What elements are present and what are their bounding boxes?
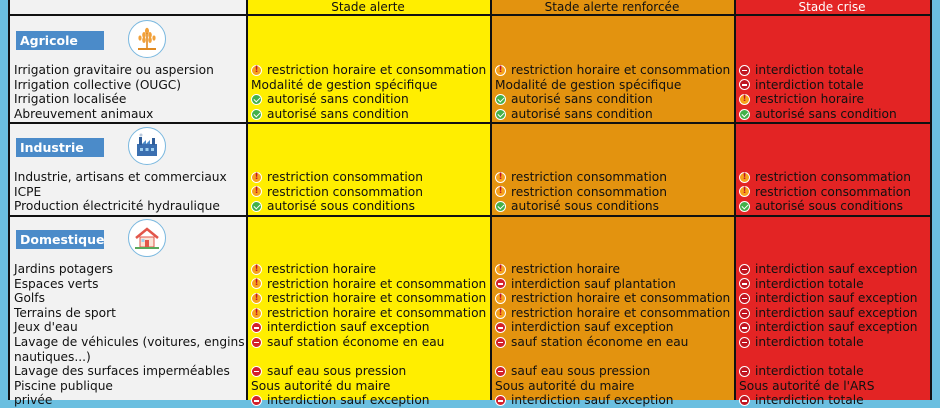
status-text: Sous autorité du maire <box>251 378 391 393</box>
check-icon <box>495 201 506 212</box>
forbidden-icon <box>251 322 262 333</box>
status-cell <box>495 393 674 408</box>
status-text: Sous autorité de l'ARS <box>739 378 875 393</box>
status-text: interdiction sauf plantation <box>511 276 676 291</box>
status-text: interdiction sauf exception <box>267 320 430 335</box>
section-tag-agricole: Agricole <box>16 31 104 50</box>
warning-icon <box>251 293 262 304</box>
status-text: interdiction totale <box>755 77 864 92</box>
status-cell <box>495 63 730 78</box>
section-tag-domestique: Domestique <box>16 230 104 249</box>
status-text: interdiction sauf exception <box>755 262 918 276</box>
forbidden-icon <box>739 65 750 76</box>
status-cell <box>739 393 864 408</box>
check-icon <box>739 201 750 212</box>
usage-label: privée <box>14 393 53 408</box>
status-text: sauf station économe en eau <box>267 335 445 349</box>
forbidden-icon <box>739 264 750 275</box>
status-cell <box>739 364 864 379</box>
status-text: restriction horaire et consommation <box>267 291 487 306</box>
status-cell <box>251 199 415 214</box>
warning-icon <box>495 308 506 319</box>
status-cell <box>495 185 667 200</box>
status-text: interdiction sauf exception <box>267 393 430 408</box>
warning-icon <box>495 264 506 275</box>
warning-icon <box>251 172 262 183</box>
status-text: sauf eau sous pression <box>267 364 407 379</box>
status-text: interdiction totale <box>755 63 864 77</box>
status-cell <box>739 185 911 200</box>
status-cell <box>495 170 667 185</box>
warning-icon <box>251 278 262 289</box>
usage-label: Jardins potagers <box>14 262 113 276</box>
header-stade-crise: Stade crise <box>798 0 866 14</box>
usage-label: Production électricité hydraulique <box>14 199 220 214</box>
check-icon <box>251 94 262 105</box>
status-text: interdiction totale <box>755 335 864 349</box>
status-text: autorisé sans condition <box>755 106 897 121</box>
status-text: sauf station économe en eau <box>511 335 689 349</box>
usage-label: Terrains de sport <box>14 305 116 320</box>
status-text: restriction horaire et consommation <box>511 63 731 77</box>
forbidden-icon <box>495 395 506 406</box>
warning-icon <box>739 172 750 183</box>
house-icon <box>128 219 166 257</box>
forbidden-icon <box>251 337 262 348</box>
status-text: restriction consommation <box>511 170 667 184</box>
status-text: restriction horaire <box>755 92 864 107</box>
status-text: autorisé sous conditions <box>511 199 659 214</box>
status-cell <box>495 335 688 350</box>
status-text: autorisé sous conditions <box>267 199 415 214</box>
warning-icon <box>739 94 750 105</box>
warning-icon <box>495 65 506 76</box>
status-cell <box>495 107 653 122</box>
section-tag-industrie: Industrie <box>16 138 104 157</box>
status-cell <box>739 379 875 394</box>
status-text: restriction horaire et consommation <box>267 305 487 320</box>
status-cell <box>739 170 911 185</box>
forbidden-icon <box>495 366 506 377</box>
wheat-icon <box>128 20 166 58</box>
status-text: restriction horaire <box>511 262 620 276</box>
forbidden-icon <box>495 322 506 333</box>
usage-label: Lavage de véhicules (voitures, engins <box>14 335 245 349</box>
usage-label: Irrigation localisée <box>14 92 127 107</box>
status-cell <box>495 291 730 306</box>
status-cell <box>251 277 486 292</box>
forbidden-icon <box>739 293 750 304</box>
status-cell <box>495 199 659 214</box>
status-cell <box>739 199 903 214</box>
usage-label: Abreuvement animaux <box>14 106 154 121</box>
status-text: restriction horaire et consommation <box>267 63 487 77</box>
status-cell <box>739 63 864 78</box>
usage-label: ICPE <box>14 184 42 199</box>
status-cell <box>739 320 918 335</box>
status-text: interdiction sauf exception <box>511 393 674 408</box>
forbidden-icon <box>739 79 750 90</box>
forbidden-icon <box>739 322 750 333</box>
status-text: autorisé sans condition <box>267 92 409 107</box>
status-text: autorisé sous conditions <box>755 199 903 214</box>
warning-icon <box>495 172 506 183</box>
status-text: restriction consommation <box>511 184 667 199</box>
status-cell <box>739 107 897 122</box>
status-cell <box>251 291 486 306</box>
forbidden-icon <box>739 308 750 319</box>
header-stade-alerte: Stade alerte <box>331 0 405 14</box>
status-text: Sous autorité du maire <box>495 378 635 393</box>
status-cell <box>251 335 444 350</box>
status-text: Modalité de gestion spécifique <box>495 77 682 92</box>
status-cell <box>251 185 423 200</box>
check-icon <box>495 94 506 105</box>
warning-icon <box>251 264 262 275</box>
status-cell <box>739 78 864 93</box>
status-text: restriction consommation <box>267 170 423 184</box>
usage-label: Jeux d'eau <box>14 320 78 335</box>
restrictions-table <box>8 0 932 408</box>
status-text: interdiction totale <box>755 276 864 291</box>
header-stade-alerte-renforcee: Stade alerte renforcée <box>544 0 680 14</box>
check-icon <box>739 109 750 120</box>
status-cell <box>739 92 864 107</box>
check-icon <box>495 109 506 120</box>
forbidden-icon <box>739 395 750 406</box>
status-cell <box>495 277 676 292</box>
status-cell <box>495 306 730 321</box>
status-cell <box>739 262 918 277</box>
status-text: restriction consommation <box>267 184 423 199</box>
forbidden-icon <box>739 278 750 289</box>
usage-label: Espaces verts <box>14 276 99 291</box>
status-text: interdiction totale <box>755 393 864 408</box>
status-cell <box>251 320 430 335</box>
status-text: interdiction sauf exception <box>755 320 918 335</box>
status-text: interdiction sauf exception <box>755 291 918 306</box>
factory-icon <box>128 127 166 165</box>
status-cell <box>251 393 430 408</box>
forbidden-icon <box>739 337 750 348</box>
status-cell <box>251 63 486 78</box>
status-cell <box>495 320 674 335</box>
status-cell <box>495 78 681 93</box>
status-text: restriction consommation <box>755 170 911 184</box>
status-text: restriction horaire et consommation <box>511 305 731 320</box>
usage-label: Irrigation collective (OUGC) <box>14 77 182 92</box>
status-text: restriction horaire et consommation <box>267 276 487 291</box>
status-text: interdiction sauf exception <box>511 320 674 335</box>
divider <box>10 122 930 124</box>
forbidden-icon <box>495 337 506 348</box>
status-cell <box>251 364 406 379</box>
usage-label: Irrigation gravitaire ou aspersion <box>14 63 214 77</box>
status-text: Modalité de gestion spécifique <box>251 77 438 92</box>
forbidden-icon <box>495 278 506 289</box>
usage-label: Lavage des surfaces imperméables <box>14 364 230 379</box>
usage-label: Golfs <box>14 291 45 306</box>
divider <box>10 215 930 217</box>
warning-icon <box>495 293 506 304</box>
check-icon <box>251 109 262 120</box>
status-cell <box>251 78 437 93</box>
status-cell <box>251 262 376 277</box>
status-cell <box>251 170 423 185</box>
status-cell <box>251 306 486 321</box>
status-text: autorisé sans condition <box>511 106 653 121</box>
status-cell <box>739 291 918 306</box>
warning-icon <box>251 65 262 76</box>
status-text: restriction horaire et consommation <box>511 291 731 306</box>
status-text: restriction consommation <box>755 184 911 199</box>
warning-icon <box>251 186 262 197</box>
status-text: autorisé sans condition <box>267 106 409 121</box>
usage-label: Piscine publique <box>14 378 113 393</box>
status-cell <box>251 92 409 107</box>
warning-icon <box>495 186 506 197</box>
status-text: autorisé sans condition <box>511 92 653 107</box>
status-cell <box>739 335 864 350</box>
status-text: sauf eau sous pression <box>511 364 651 379</box>
usage-label: Industrie, artisans et commerciaux <box>14 170 227 184</box>
forbidden-icon <box>251 395 262 406</box>
usage-label: nautiques...) <box>14 349 91 364</box>
status-cell <box>739 306 918 321</box>
warning-icon <box>739 186 750 197</box>
forbidden-icon <box>251 366 262 377</box>
status-cell <box>251 379 390 394</box>
status-cell <box>495 364 650 379</box>
status-text: interdiction sauf exception <box>755 305 918 320</box>
status-cell <box>495 379 634 394</box>
check-icon <box>251 201 262 212</box>
status-cell <box>251 107 409 122</box>
status-cell <box>495 92 653 107</box>
status-text: interdiction totale <box>755 364 864 379</box>
divider <box>10 14 930 16</box>
forbidden-icon <box>739 366 750 377</box>
status-cell <box>739 277 864 292</box>
warning-icon <box>251 308 262 319</box>
status-cell <box>495 262 620 277</box>
status-text: restriction horaire <box>267 262 376 276</box>
